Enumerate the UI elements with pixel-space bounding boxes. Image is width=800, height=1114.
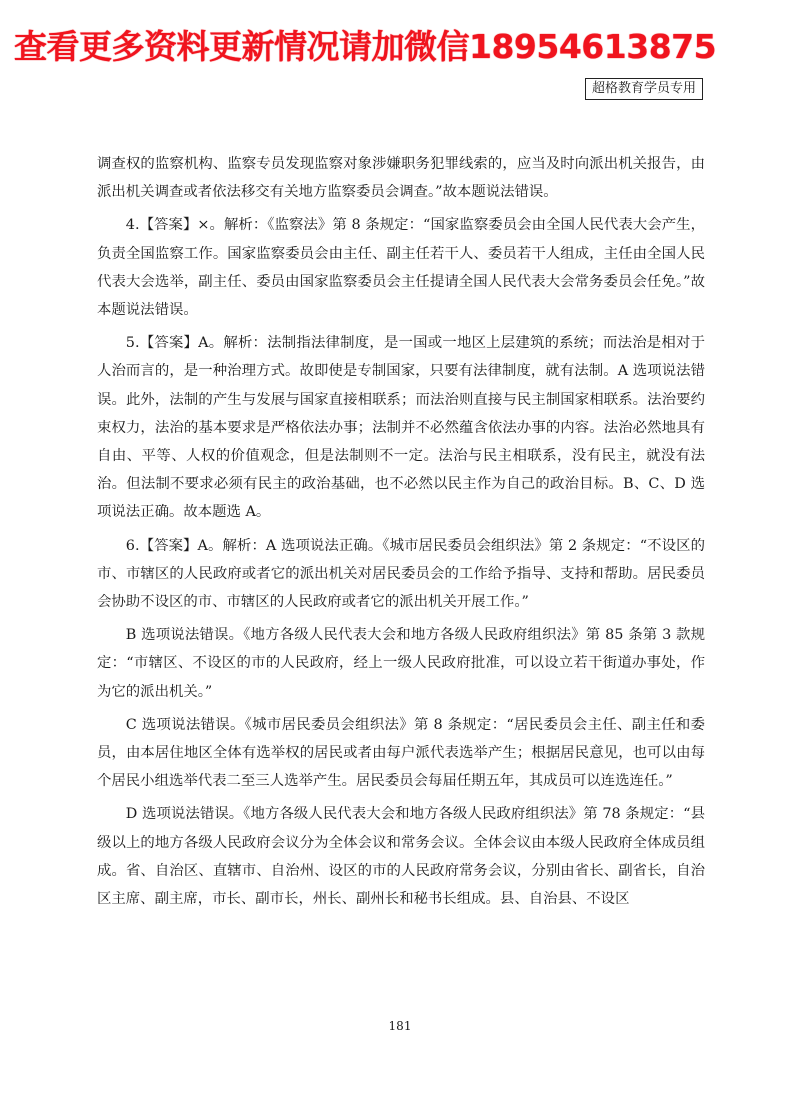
header-badge: 超格教育学员专用 [585, 78, 703, 100]
answer-6-paragraph: 6.【答案】A。解析：A 选项说法正确。《城市居民委员会组织法》第 2 条规定：“不设区的市、市辖区的人民政府或者它的派出机关对居民委员会的工作给予指导、支持和帮助。居民委员会协助不设区的市、市辖区的人民政府或者它的派出机关开展工作。” [97, 537, 705, 611]
page-body [97, 150, 705, 918]
answer-4-paragraph: 4.【答案】×。解析：《监察法》第 8 条规定：“国家监察委员会由全国人民代表大会产生，负责全国监察工作。国家监察委员会由主任、副主任若干人、委员若干人组成，主任由全国人民代表大会选举，副主任、委员由国家监察委员会主任提请全国人民代表大会常务委员会任免。”故本题说法错误。 [97, 217, 705, 319]
option-c-paragraph: C 选项说法错误。《城市居民委员会组织法》第 8 条规定：“居民委员会主任、副主任和委员，由本居住地区全体有选举权的居民或者由每户派代表选举产生；根据居民意见，也可以由每个居民小组选举代表二至三人选举产生。居民委员会每届任期五年，其成员可以连选连任。” [97, 716, 705, 790]
watermark-banner: 查看更多资料更新情况请加微信18954613875 [14, 27, 717, 66]
page-number: 181 [388, 1019, 412, 1033]
paragraph-continuation: 调查权的监察机构、监察专员发现监察对象涉嫌职务犯罪线索的，应当及时向派出机关报告，由派出机关调查或者依法移交有关地方监察委员会调查。”故本题说法错误。 [97, 156, 705, 201]
option-b-paragraph: B 选项说法错误。《地方各级人民代表大会和地方各级人民政府组织法》第 85 条第 3 款规定：“市辖区、不设区的市的人民政府，经上一级人民政府批准，可以设立若干街道办事处，作为它的派出机关。” [97, 627, 705, 700]
answer-5-paragraph: 5.【答案】A。解析：法制指法律制度，是一国或一地区上层建筑的系统；而法治是相对于人治而言的，是一种治理方式。故即使是专制国家，只要有法律制度，就有法制。A 选项说法错误。此外，法制的产生与发展与国家直接相联系；而法治则直接与民主制国家相联系。法治要约束权力，法治的基本要求是严格依法办事；法制并不必然蕴含依法办事的内容。法治必然地具有自由、平等、人权的价值观念，但是法制则不一定。法治与民主相联系，没有民主，就没有法治。但法制不要求必须有民主的政治基础，也不必然以民主作为自己的政治目标。B、C、D 选项说法正确。故本题选 A。 [97, 335, 705, 521]
option-d-paragraph: D 选项说法错误。《地方各级人民代表大会和地方各级人民政府组织法》第 78 条规定：“县级以上的地方各级人民政府会议分为全体会议和常务会议。全体会议由本级人民政府全体成员组成。省、自治区、直辖市、自治州、设区的市的人民政府常务会议，分别由省长、副省长，自治区主席、副主席，市长、副市长，州长、副州长和秘书长组成。县、自治县、不设区 [97, 806, 705, 908]
